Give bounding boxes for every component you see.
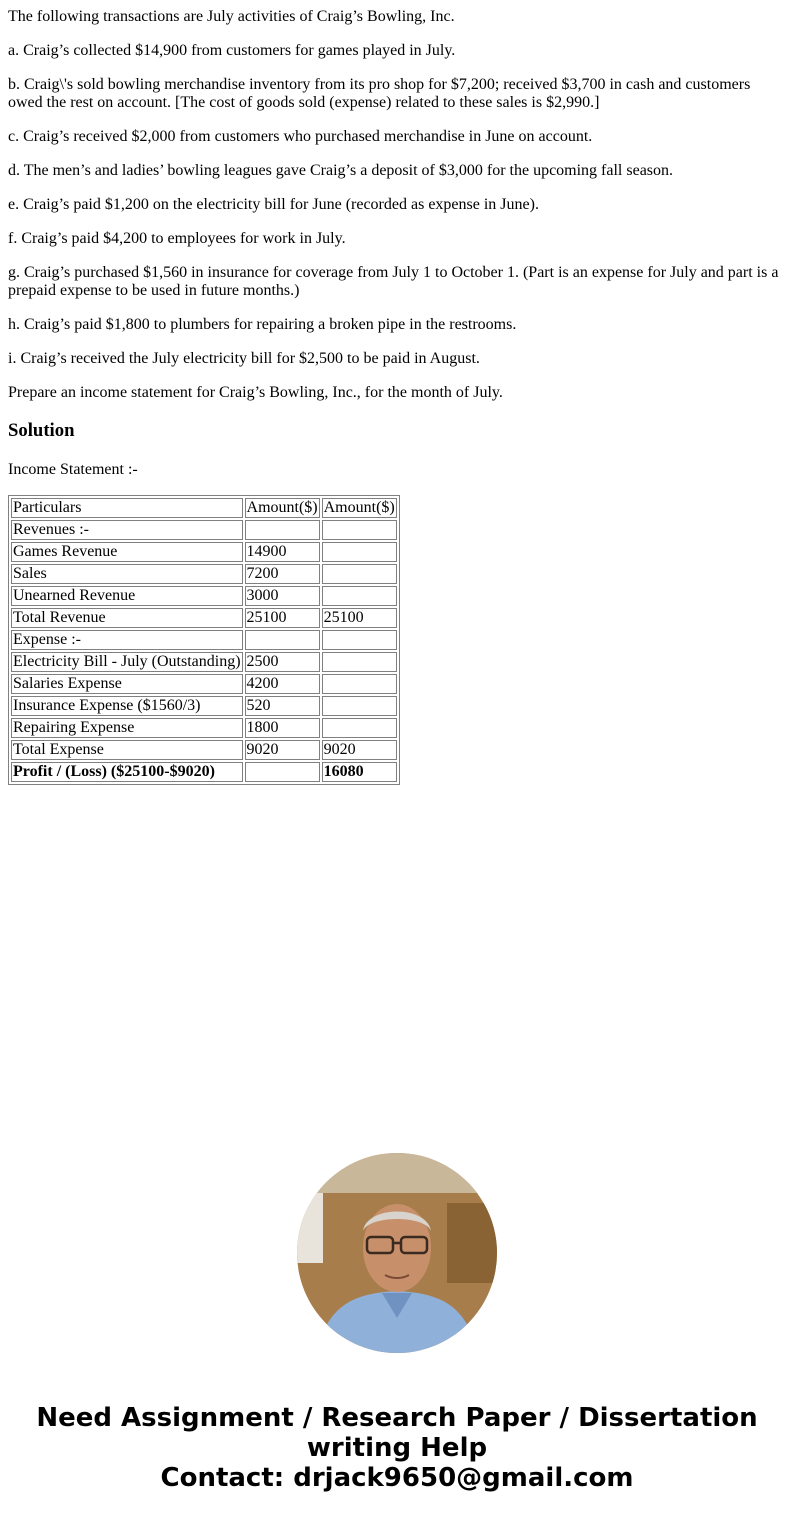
- row-amount-2: 9020: [322, 740, 397, 760]
- profit-row: [11, 762, 397, 782]
- row-amount-1: [245, 520, 320, 540]
- row-amount-2: [322, 696, 397, 716]
- row-label: Electricity Bill - July (Outstanding): [13, 653, 241, 670]
- portrait-image: [297, 1153, 497, 1353]
- row-label: Salaries Expense: [11, 674, 243, 694]
- table-row: [11, 652, 397, 672]
- promo-line-2: writing Help: [306, 1433, 488, 1463]
- transaction-d: d. The men’s and ladies’ bowling leagues gave Craig’s a deposit of $3,000 for the upcoming fall season.: [8, 162, 674, 179]
- table-row: [11, 586, 397, 606]
- promo-banner: [0, 1403, 794, 1493]
- row-amount-1: 4200: [245, 674, 320, 694]
- row-label: Expense :-: [11, 630, 243, 650]
- row-label: Insurance Expense ($1560/3): [11, 696, 243, 716]
- table-row: [11, 696, 397, 716]
- row-label: Total Expense: [11, 740, 243, 760]
- transaction-g: g. Craig’s purchased $1,560 in insurance for coverage from July 1 to October 1. (Part is an expense for July and part is a prepaid expense to be used in future months.): [8, 264, 779, 299]
- transaction-a: a. Craig’s collected $14,900 from customers for games played in July.: [8, 42, 456, 59]
- row-amount-1: 520: [245, 696, 320, 716]
- row-amount-2: [322, 520, 397, 540]
- row-amount-1: 14900: [245, 542, 320, 562]
- table-row: [11, 674, 397, 694]
- transaction-c: c. Craig’s received $2,000 from customers who purchased merchandise in June on account.: [8, 128, 593, 145]
- table-row: [11, 542, 397, 562]
- row-amount-2: [322, 630, 397, 650]
- statement-label: Income Statement :-: [8, 461, 138, 478]
- row-label: Games Revenue: [11, 542, 243, 562]
- income-statement-table: [8, 495, 400, 785]
- row-amount-1: 7200: [245, 564, 320, 584]
- row-amount-2: [322, 674, 397, 694]
- header-particulars: Particulars: [11, 498, 243, 518]
- row-amount-2: [322, 652, 397, 672]
- intro-text: The following transactions are July activities of Craig’s Bowling, Inc.: [8, 8, 455, 25]
- promo-contact: Contact: drjack9650@gmail.com: [160, 1463, 634, 1493]
- row-amount-2: [322, 564, 397, 584]
- header-amount-1: Amount($): [246, 499, 318, 516]
- table-row: [11, 608, 397, 628]
- row-amount-2: [322, 718, 397, 738]
- row-amount-1: 3000: [245, 586, 320, 606]
- table-row: [11, 740, 397, 760]
- transaction-h: h. Craig’s paid $1,800 to plumbers for repairing a broken pipe in the restrooms.: [8, 316, 517, 333]
- table-row: [11, 520, 397, 540]
- row-label: Unearned Revenue: [11, 586, 243, 606]
- transaction-e: e. Craig’s paid $1,200 on the electricity bill for June (recorded as expense in June).: [8, 196, 539, 213]
- row-amount-1: 1800: [245, 718, 320, 738]
- row-amount-2: [322, 542, 397, 562]
- promo-line-1: Need Assignment / Research Paper / Dissertation: [36, 1403, 758, 1433]
- row-amount-1: [245, 630, 320, 650]
- table-row: [11, 630, 397, 650]
- table-header-row: [11, 498, 397, 518]
- row-amount-1: 2500: [245, 652, 320, 672]
- row-amount-1: 9020: [245, 740, 320, 760]
- profit-amount-1: [245, 762, 320, 782]
- row-label: Repairing Expense: [11, 718, 243, 738]
- row-amount-2: 25100: [322, 608, 397, 628]
- profit-amount-2: 16080: [322, 762, 397, 782]
- row-label: Revenues :-: [11, 520, 243, 540]
- row-label: Total Revenue: [11, 608, 243, 628]
- solution-heading: Solution: [8, 420, 75, 441]
- table-row: [11, 564, 397, 584]
- header-amount-2: Amount($): [323, 499, 395, 516]
- transaction-b: b. Craig\'s sold bowling merchandise inventory from its pro shop for $7,200; received $3,700 in cash and customers owed the rest on account. [The cost of goods sold (expense) related to these sales is $2,990.]: [8, 76, 751, 111]
- profit-label: Profit / (Loss) ($25100-$9020): [11, 762, 243, 782]
- row-amount-2: [322, 586, 397, 606]
- row-amount-1: 25100: [245, 608, 320, 628]
- transaction-i: i. Craig’s received the July electricity bill for $2,500 to be paid in August.: [8, 350, 480, 367]
- question-text: Prepare an income statement for Craig’s Bowling, Inc., for the month of July.: [8, 384, 503, 401]
- table-row: [11, 718, 397, 738]
- transaction-f: f. Craig’s paid $4,200 to employees for work in July.: [8, 230, 346, 247]
- row-label: Sales: [11, 564, 243, 584]
- avatar: [297, 1153, 497, 1353]
